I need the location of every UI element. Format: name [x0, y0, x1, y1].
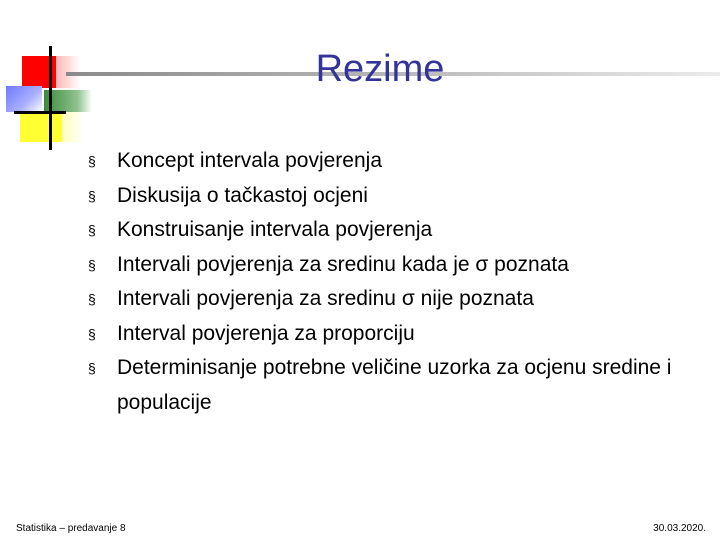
- bullet-item: [88, 317, 688, 352]
- logo-yellow-glow: [62, 112, 84, 142]
- bullet-icon: §: [88, 325, 96, 342]
- footer-date: 30.03.2020.: [653, 523, 706, 534]
- bullet-text: Diskusija o tačkastoj ocjeni: [117, 183, 368, 207]
- bullet-item: [88, 282, 688, 317]
- bullet-icon: §: [88, 153, 96, 169]
- footer-course-label: Statistika – predavanje 8: [16, 523, 126, 534]
- bullet-text: Intervali povjerenja za sredinu σ nije poznata: [117, 287, 534, 310]
- logo-vertical-line: [49, 46, 52, 150]
- bullet-text: Koncept intervala povjerenja: [117, 149, 383, 172]
- bullet-icon: §: [88, 291, 96, 307]
- bullet-item: [88, 351, 688, 420]
- bullet-icon: §: [88, 222, 96, 238]
- bullet-icon: §: [88, 256, 96, 273]
- bullet-item: [88, 248, 688, 283]
- slide-title: Rezime: [315, 48, 445, 90]
- bullet-icon: §: [88, 360, 96, 376]
- bullet-item: [88, 179, 688, 214]
- logo-horizontal-line: [14, 111, 66, 114]
- bullet-text: Determinisanje potrebne veličine uzorka za ocjenu sredine i populacije: [117, 356, 672, 414]
- bullet-item: [88, 144, 688, 179]
- bullet-list: [88, 144, 688, 420]
- bullet-text: Konstruisanje intervala povjerenja: [117, 218, 433, 241]
- bullet-icon: §: [88, 187, 96, 204]
- bullet-text: Intervali povjerenja za sredinu kada je σ poznata: [117, 252, 569, 276]
- logo-yellow-square: [20, 112, 62, 142]
- bullet-text: Interval povjerenja za proporciju: [117, 321, 415, 345]
- logo-blue-square: [6, 86, 42, 112]
- bullet-item: [88, 213, 688, 248]
- logo-graphic: [0, 40, 110, 150]
